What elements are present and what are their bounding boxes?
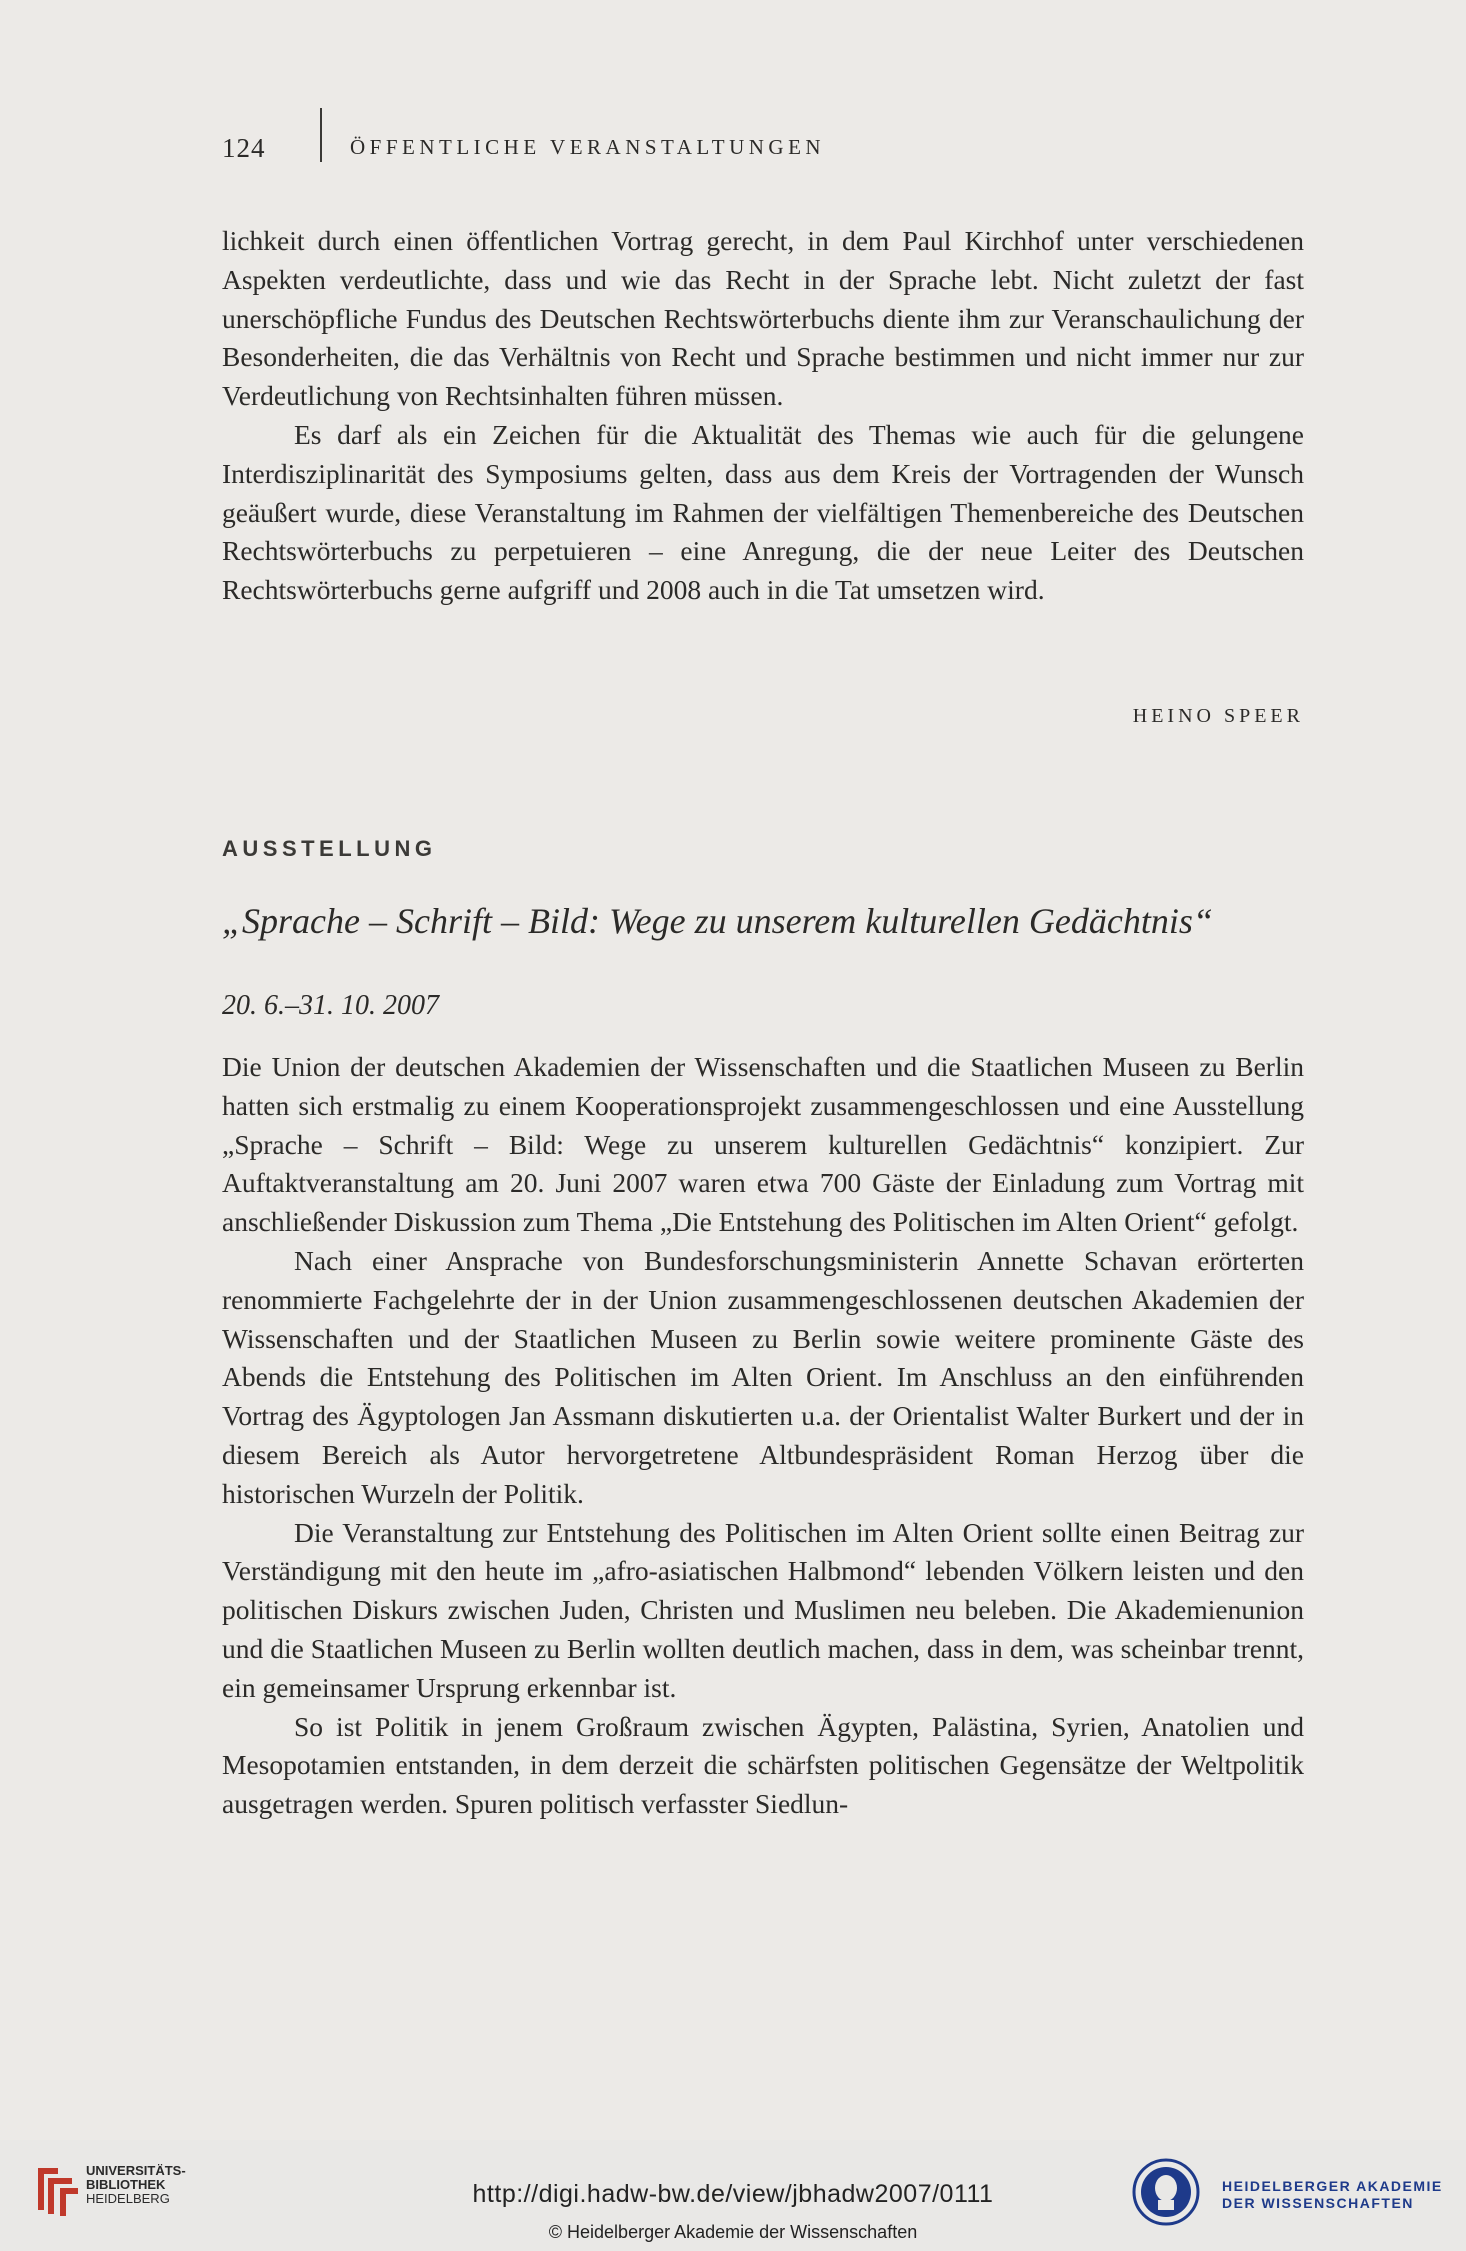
academy-seal-icon <box>1132 2158 1200 2226</box>
paragraph: Nach einer Ansprache von Bundesforschungsministerin Annette Schavan erörterten renommierte Fachgelehrte der in der Union zusammengeschlossenen deutschen Akademien der Wissenschaften und der Staatlichen Museen zu Berlin sowie weitere prominente Gäste des Abends die Entstehung des Politischen im Alten Orient. Im Anschluss an den einführenden Vortrag des Ägyptologen Jan Assmann diskutierten u.a. der Orientalist Walter Burkert und der in diesem Bereich als Autor hervorgetretene Altbundespräsident Roman Herzog über die historischen Wurzeln der Politik. <box>222 1244 1304 1509</box>
author-signature: HEINO SPEER <box>1132 705 1304 727</box>
copyright-notice: © Heidelberger Akademie der Wissenschaften <box>548 2222 918 2242</box>
page-number: 124 <box>222 132 266 163</box>
section-label: AUSSTELLUNG <box>222 836 437 861</box>
section-exhibition-text <box>222 1048 1304 1824</box>
header-divider <box>320 108 322 162</box>
paragraph: lichkeit durch einen öffentlichen Vortrag gerecht, in dem Paul Kirchhof unter verschiedenen Aspekten verdeutlichte, dass und wie das Recht in der Sprache lebt. Nicht zuletzt der fast unerschöpfliche Fundus des Deutschen Rechtswörterbuchs diente ihm zur Veranschaulichung der Besonderheiten, die das Verhältnis von Recht und Sprache bestimmen und nicht immer nur zur Verdeutlichung von Rechtsinhalten führen müssen. <box>222 225 1304 412</box>
paragraph: Es darf als ein Zeichen für die Aktualität des Themas wie auch für die gelungene Interdisziplinarität des Symposiums gelten, dass aus dem Kreis der Vortragenden der Wunsch geäußert wurde, diese Veranstaltung im Rahmen der vielfältigen Themenbereiche des Deutschen Rechtswörterbuchs zu perpetuieren – eine Anregung, die der neue Leiter des Deutschen Rechtswörterbuchs gerne aufgriff und 2008 auch in die Tat umsetzen wird. <box>222 418 1304 606</box>
academy-name: HEIDELBERGER AKADEMIE DER WISSENSCHAFTEN <box>1222 2178 1443 2211</box>
page-header <box>222 128 826 168</box>
exhibition-title: „Sprache – Schrift – Bild: Wege zu unserem kulturellen Gedächtnis“ <box>222 901 1213 941</box>
university-library-name: UNIVERSITÄTS- BIBLIOTHEK HEIDELBERG <box>86 2163 186 2206</box>
document-url-link[interactable]: http://digi.hadw-bw.de/view/jbhadw2007/0111 <box>472 2180 994 2208</box>
section-symposium-text <box>222 222 1304 610</box>
paragraph: So ist Politik in jenem Großraum zwischen Ägypten, Palästina, Syrien, Anatolien und Mesopotamien entstanden, in dem derzeit die schärfsten politischen Gegensätze der Weltpolitik ausgetragen werden. Spuren politisch verfasster Siedlun- <box>222 1710 1304 1820</box>
running-title: ÖFFENTLICHE VERANSTALTUNGEN <box>350 135 826 159</box>
paragraph: Die Union der deutschen Akademien der Wissenschaften und die Staatlichen Museen zu Berlin hatten sich erstmalig zu einem Kooperationsprojekt zusammengeschlossen und eine Ausstellung „Sprache – Schrift – Bild: Wege zu unserem kulturellen Gedächtnis“ konzipiert. Zur Auftaktveranstaltung am 20. Juni 2007 waren etwa 700 Gäste der Einladung zum Vortrag mit anschließender Diskussion zum Thema „Die Entstehung des Politischen im Alten Orient“ gefolgt. <box>222 1051 1304 1238</box>
paragraph: Die Veranstaltung zur Entstehung des Politischen im Alten Orient sollte einen Beitrag zur Verständigung mit den heute im „afro-asiatischen Halbmond“ lebenden Völkern leisten und den politischen Diskurs zwischen Juden, Christen und Muslimen neu beleben. Die Akademienunion und die Staatlichen Museen zu Berlin wollten deutlich machen, dass in dem, was scheinbar trennt, ein gemeinsamer Ursprung erkennbar ist. <box>222 1516 1304 1703</box>
viewer-footer <box>0 2140 1466 2251</box>
exhibition-date: 20. 6.–31. 10. 2007 <box>222 990 439 1021</box>
